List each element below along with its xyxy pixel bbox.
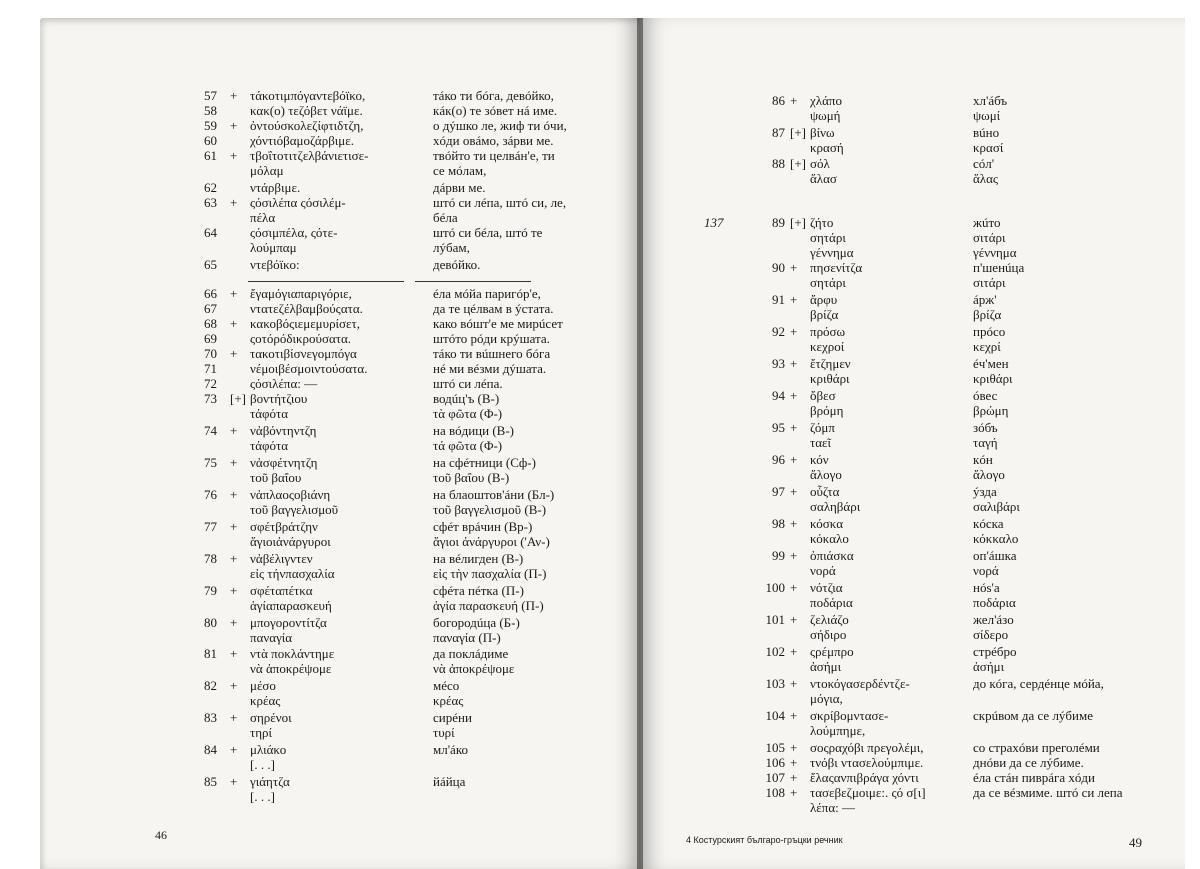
entry-number: 85 [204,774,217,789]
greek-transcription: κρασή [810,140,844,155]
bulgarian-text: на вóдици (В-) [433,423,515,438]
entry-marker: + [230,519,238,534]
entry-number: 67 [204,301,217,316]
entry-number: 71 [204,361,217,376]
greek-transcription: σητάρι [810,275,846,290]
bulgarian-text: днóви да се лýбиме. [973,755,1084,770]
entry-marker: + [790,93,798,108]
footer-title: 4 Костурският българо-гръцки речник [686,835,843,845]
bulgarian-text: хóди овáмо, зáрви ме. [433,133,554,148]
bulgarian-text: бéла [433,210,458,225]
entry-number: 76 [204,487,217,502]
entry-number: 97 [772,484,785,499]
bulgarian-text: лýбам, [433,240,470,255]
bulgarian-text: нóѕ'а [973,580,1000,595]
entry-marker: + [790,644,798,659]
greek-transcription: ἄλογο [810,467,842,482]
right-page [640,18,1185,869]
entry-marker: + [230,774,238,789]
bulgarian-text: сфéт врáчин (Вр-) [433,519,533,534]
greek-transcription: ντοκόγασερδέντζε- [810,676,910,691]
bulgarian-text: девóйко. [433,257,481,272]
bulgarian-text: стрéбро [973,644,1017,659]
bulgarian-text: дáрви ме. [433,180,486,195]
bulgarian-text: βρίζα [973,307,1002,322]
greek-transcription: κόσκα [810,516,844,531]
entry-marker: + [790,388,798,403]
greek-transcription: τοῦ βαΐου [250,470,302,485]
entry-marker: + [230,742,238,757]
page-number-right: 49 [1129,835,1142,850]
greek-transcription: βοντήτζιου [250,391,308,406]
bulgarian-text: зóбъ [973,420,998,435]
entry-marker: + [230,583,238,598]
greek-transcription: λούμπαμ [250,240,297,255]
bulgarian-text: кóска [973,516,1004,531]
entry-number: 73 [204,391,217,406]
entry-number: 89 [772,215,785,230]
bulgarian-text: штóто рóди крýшата. [433,331,550,346]
greek-transcription: σαληβάρι [810,499,861,514]
greek-transcription: ἅλασ [810,171,837,186]
entry-number: 79 [204,583,217,598]
greek-transcription: ἔγαμόγιαπαριγόριε, [250,286,352,301]
bulgarian-text: о дýшко ле, жиф ти óчи, [433,118,567,133]
bulgarian-text: ταγή [973,435,998,450]
greek-transcription: τοῦ βαγγελισμοῦ [250,502,339,517]
entry-number: 93 [772,356,785,371]
entry-number: 81 [204,646,217,661]
greek-transcription: κακ(ο) τεζόβετ νάϊμε. [250,103,363,118]
entry-marker: + [230,646,238,661]
entry-marker: + [230,88,238,103]
entry-marker: + [790,548,798,563]
greek-transcription: γέννημα [810,245,854,260]
greek-transcription: γιάητζα [250,774,290,789]
bulgarian-text: да поклáдиме [433,646,509,661]
greek-transcription: ζελιάζο [810,612,849,627]
bulgarian-text: γέννημα [973,245,1017,260]
greek-transcription: σόλ [810,156,830,171]
greek-transcription: κόν [810,452,829,467]
entry-marker: + [790,292,798,307]
entry-number: 90 [772,260,785,275]
greek-transcription: τάκοτιμπόγαντεβόϊκο, [250,88,366,103]
entry-number: 57 [204,88,217,103]
bulgarian-text: да се вéзмиме. штó си лепа [973,785,1123,800]
greek-transcription: οὗζτα [810,484,840,499]
bulgarian-text: тáко ти бóга, девóйко, [433,88,554,103]
bulgarian-text: водúц'ъ (В-) [433,391,500,406]
bulgarian-text: τά φῶτα (Φ-) [433,438,503,453]
bulgarian-text: óвес [973,388,998,403]
greek-transcription: χόντιόβαμοζάρβιμε. [250,133,354,148]
entry-number: 83 [204,710,217,725]
greek-transcription: τἀφότα [250,406,289,421]
greek-transcription: μόγια, [810,691,843,706]
bulgarian-text: да те цéлвам в ýстата. [433,301,554,316]
greek-transcription: σφέταπέτκα [250,583,313,598]
bulgarian-text: како вóшт'е ме мирúсет [433,316,563,331]
entry-marker: + [790,740,798,755]
entry-marker: + [790,785,798,800]
greek-transcription: ζόμπ [810,420,835,435]
greek-transcription: τασεβεζμοιμε:. ςό σ[ι] [810,785,926,800]
greek-transcription: ἁγίαπαρασκευή [250,598,332,613]
entry-number: 104 [765,708,785,723]
entry-number: 95 [772,420,785,435]
entry-marker: + [230,710,238,725]
bulgarian-text: σιτάρι [973,230,1006,245]
greek-transcription: χλάπο [810,93,842,108]
bulgarian-text: ψωμί [973,108,1001,123]
entry-marker: + [790,420,798,435]
greek-transcription: ντάρβιμε. [250,180,301,195]
entry-number: 82 [204,678,217,693]
greek-transcription: βίνω [810,125,835,140]
bulgarian-text: τοῦ βαγγελισμοῦ (Β-) [433,502,547,517]
bulgarian-text: тáко ти вúшнего бóга [433,346,551,361]
section-divider-right [415,281,531,282]
greek-transcription: εἰς τήνπασχαλία [250,566,335,581]
bulgarian-text: се мóлам, [433,163,487,178]
entry-marker: [+] [230,391,246,406]
bulgarian-text: ἄλογο [973,467,1005,482]
entry-marker: + [230,286,238,301]
bulgarian-text: сóл' [973,156,995,171]
greek-transcription: ὀντούσκολεζίφτιδτζη, [250,118,364,133]
greek-transcription: σήδιρο [810,627,847,642]
greek-transcription: κόκαλο [810,531,849,546]
bulgarian-text: κόκκαλο [973,531,1019,546]
entry-number: 63 [204,195,217,210]
entry-number: 108 [765,785,785,800]
bulgarian-text: κριθάρι [973,371,1013,386]
bulgarian-text: нé ми вéзми дýшата. [433,361,547,376]
greek-transcription: τἀφότα [250,438,289,453]
greek-transcription: κακοβόςιεμεμυρίσετ, [250,316,360,331]
bulgarian-text: п'шенúца [973,260,1025,275]
entry-marker: + [230,148,238,163]
entry-number: 107 [765,770,785,785]
entry-number: 94 [772,388,785,403]
entry-marker: + [230,678,238,693]
greek-transcription: ςοτόρόδικρούσατα. [250,331,352,346]
greek-transcription: μέσο [250,678,276,693]
greek-transcription: ςόσιμπέλα, ςότε- [250,225,338,240]
bulgarian-text: штó си лéпа, штó си, ле, [433,195,567,210]
entry-number: 60 [204,133,217,148]
entry-marker: + [230,118,238,133]
greek-transcription: νορά [810,563,836,578]
bulgarian-text: ἅγιοι ἀνάργυροι ('Αν-) [433,534,550,549]
bulgarian-text: скрúвом да се лýбиме [973,708,1094,723]
entry-marker: + [230,455,238,470]
entry-marker: + [790,676,798,691]
entry-marker: [+] [790,215,806,230]
entry-marker: + [790,755,798,770]
entry-number: 62 [204,180,217,195]
greek-transcription: [. . .] [250,789,275,804]
greek-transcription: ντὰ ποκλάντημε [250,646,335,661]
bulgarian-text: βρώμη [973,403,1009,418]
entry-marker: + [230,346,238,361]
entry-number: 101 [765,612,785,627]
entry-number: 59 [204,118,217,133]
section-divider-left [248,281,404,282]
entry-number: 99 [772,548,785,563]
bulgarian-text: σαλιβάρι [973,499,1020,514]
greek-transcription: σηρένοι [250,710,292,725]
bulgarian-text: прóсо [973,324,1006,339]
greek-transcription: κεχροί [810,339,845,354]
greek-transcription: ὄβεσ [810,388,836,403]
greek-transcription: νἀσφέτνητζη [250,455,318,470]
entry-marker: + [790,612,798,627]
greek-transcription: ντεβόϊκο: [250,257,300,272]
bulgarian-text: сфéта пéтка (П-) [433,583,524,598]
entry-number: 74 [204,423,217,438]
greek-transcription: σκρίβομντασε- [810,708,889,723]
greek-transcription: νὰ ἀποκρέψομε [250,661,332,676]
entry-number: 61 [204,148,217,163]
greek-transcription: νότζια [810,580,843,595]
entry-marker: + [230,487,238,502]
entry-number: 84 [204,742,217,757]
greek-transcription: μπογοροντίτζα [250,615,327,630]
greek-transcription: σφέτβράτζην [250,519,318,534]
entry-number: 66 [204,286,217,301]
entry-marker: [+] [790,125,806,140]
bulgarian-text: éч'мен [973,356,1009,371]
greek-transcription: [. . .] [250,757,275,772]
entry-marker: + [790,708,798,723]
entry-number: 105 [765,740,785,755]
bulgarian-text: κρασί [973,140,1004,155]
entry-number: 87 [772,125,785,140]
bulgarian-text: до кóга, сердéнце мóйа, [973,676,1104,691]
bulgarian-text: τοῦ βαΐου (Β-) [433,470,510,485]
entry-number: 80 [204,615,217,630]
greek-transcription: τβοΐτοτιτζελβάνιετισε- [250,148,369,163]
bulgarian-text: σιτάρι [973,275,1006,290]
bulgarian-text: ἀσήμι [973,659,1005,674]
bulgarian-text: на блаоштов'áни (Бл-) [433,487,555,502]
entry-marker: + [790,580,798,595]
entry-number: 102 [765,644,785,659]
entry-number: 64 [204,225,217,240]
greek-transcription: ψωμή [810,108,841,123]
greek-transcription: πρόσω [810,324,846,339]
entry-marker: + [230,615,238,630]
bulgarian-text: κεχρί [973,339,1001,354]
bulgarian-text: τὰ φῶτα (Φ-) [433,406,503,421]
greek-transcription: τηρί [250,725,273,740]
page-number-left: 46 [155,828,167,842]
bulgarian-text: твóйто ти целвáн'е, ти [433,148,555,163]
greek-transcription: βρόμη [810,403,844,418]
greek-transcription: ἅγιοιἀνάργυροι [250,534,331,549]
entry-marker: + [230,551,238,566]
greek-transcription: κριθάρι [810,371,850,386]
entry-number: 77 [204,519,217,534]
greek-transcription: ἔλαςανπιβράγα χόντι [810,770,919,785]
entry-marker: + [230,195,238,210]
greek-transcription: ζήτο [810,215,834,230]
entry-number: 88 [772,156,785,171]
greek-transcription: νἀβόντηντζη [250,423,317,438]
bulgarian-text: ἁγία παρασκευή (Π-) [433,598,544,613]
greek-transcription: ταεῖ [810,435,831,450]
bulgarian-text: ýзда [973,484,997,499]
greek-transcription: σοςραχόβι πρεγολέμι, [810,740,924,755]
bulgarian-text: τυρί [433,725,455,740]
greek-transcription: ποδάρια [810,595,853,610]
greek-transcription: ἄρφυ [810,292,838,307]
entry-marker: + [790,260,798,275]
greek-transcription: παναγία [250,630,293,645]
greek-transcription: ἔτζημεν [810,356,851,371]
entry-marker: + [790,770,798,785]
greek-transcription: πέλα [250,210,276,225]
greek-transcription: νέμοιβέσμοιντούσατα. [250,361,368,376]
entry-marker: [+] [790,156,806,171]
bulgarian-text: мéсо [433,678,460,693]
entry-number: 78 [204,551,217,566]
bulgarian-text: εἰς τὴν πασχαλία (Π-) [433,566,547,581]
bulgarian-text: жúто [973,215,1001,230]
bulgarian-text: мл'áко [433,742,468,757]
greek-transcription: λέπα: — [810,800,855,815]
entry-marker: + [230,316,238,331]
greek-transcription: νἀβέλιγντεν [250,551,313,566]
left-page [40,18,640,869]
entry-marker: + [790,356,798,371]
entry-marker: + [790,484,798,499]
entry-number: 106 [765,755,785,770]
greek-transcription: σητάρι [810,230,846,245]
greek-transcription: ντατεζέλβαμβούςατα. [250,301,363,316]
greek-transcription: ςόσιλέπα: — [250,376,318,391]
greek-transcription: ὀπιάσκα [810,548,854,563]
entry-number: 100 [765,580,785,595]
bulgarian-text: жел'áзо [973,612,1014,627]
bulgarian-text: со страхóви преголéми [973,740,1100,755]
greek-transcription: βρίζα [810,307,839,322]
greek-transcription: μλιάκο [250,742,287,757]
book-gutter [637,18,643,869]
bulgarian-text: штó си бéла, штó те [433,225,543,240]
entry-marker: + [790,324,798,339]
greek-transcription: ἀσήμι [810,659,842,674]
bulgarian-text: хл'áбъ [973,93,1008,108]
entry-number: 68 [204,316,217,331]
greek-transcription: ςόσιλέπα ςόσιλέμ- [250,195,346,210]
open-book [40,18,1185,869]
greek-transcription: τακοτιβίσνεγομπόγα [250,346,357,361]
bulgarian-text: σίδερο [973,627,1009,642]
greek-transcription: πησενίτζα [810,260,863,275]
bulgarian-text: штó си лéпа. [433,376,503,391]
margin-reference-number: 137 [704,215,724,230]
entry-marker: + [230,423,238,438]
bulgarian-text: νὰ ἀποκρέψομε [433,661,515,676]
greek-transcription: νἀπλαοςοβιάνη [250,487,331,502]
bulgarian-text: ποδάρια [973,595,1016,610]
entry-number: 69 [204,331,217,346]
bulgarian-text: сирéни [433,710,472,725]
greek-transcription: κρέας [250,693,281,708]
greek-transcription: λούμπημε, [810,723,866,738]
bulgarian-text: παναγία (Π-) [433,630,501,645]
entry-number: 65 [204,257,217,272]
entry-marker: + [790,452,798,467]
entry-number: 72 [204,376,217,391]
bulgarian-text: на сфéтници (Сф-) [433,455,536,470]
bulgarian-text: νορά [973,563,999,578]
bulgarian-text: κρέας [433,693,464,708]
entry-number: 86 [772,93,785,108]
greek-transcription: τνόβι ντασελούμπιμε. [810,755,924,770]
bulgarian-text: éла мóйа паригóр'е, [433,286,541,301]
entry-marker: + [790,516,798,531]
bulgarian-text: кáк(о) те зóвет нá име. [433,103,558,118]
entry-number: 96 [772,452,785,467]
entry-number: 58 [204,103,217,118]
entry-number: 103 [765,676,785,691]
greek-transcription: ςρέμπρο [810,644,854,659]
entry-number: 91 [772,292,785,307]
entry-number: 70 [204,346,217,361]
bulgarian-text: богородúца (Б-) [433,615,520,630]
entry-number: 75 [204,455,217,470]
bulgarian-text: на вéлигден (В-) [433,551,524,566]
bulgarian-text: кóн [973,452,993,467]
greek-transcription: μόλαμ [250,163,284,178]
entry-number: 98 [772,516,785,531]
bulgarian-text: вúно [973,125,1000,140]
entry-number: 92 [772,324,785,339]
bulgarian-text: ἅλας [973,171,999,186]
bulgarian-text: éла стáн пиврáга хóди [973,770,1095,785]
bulgarian-text: йáйца [433,774,466,789]
bulgarian-text: áрж' [973,292,997,307]
bulgarian-text: оп'áшка [973,548,1017,563]
